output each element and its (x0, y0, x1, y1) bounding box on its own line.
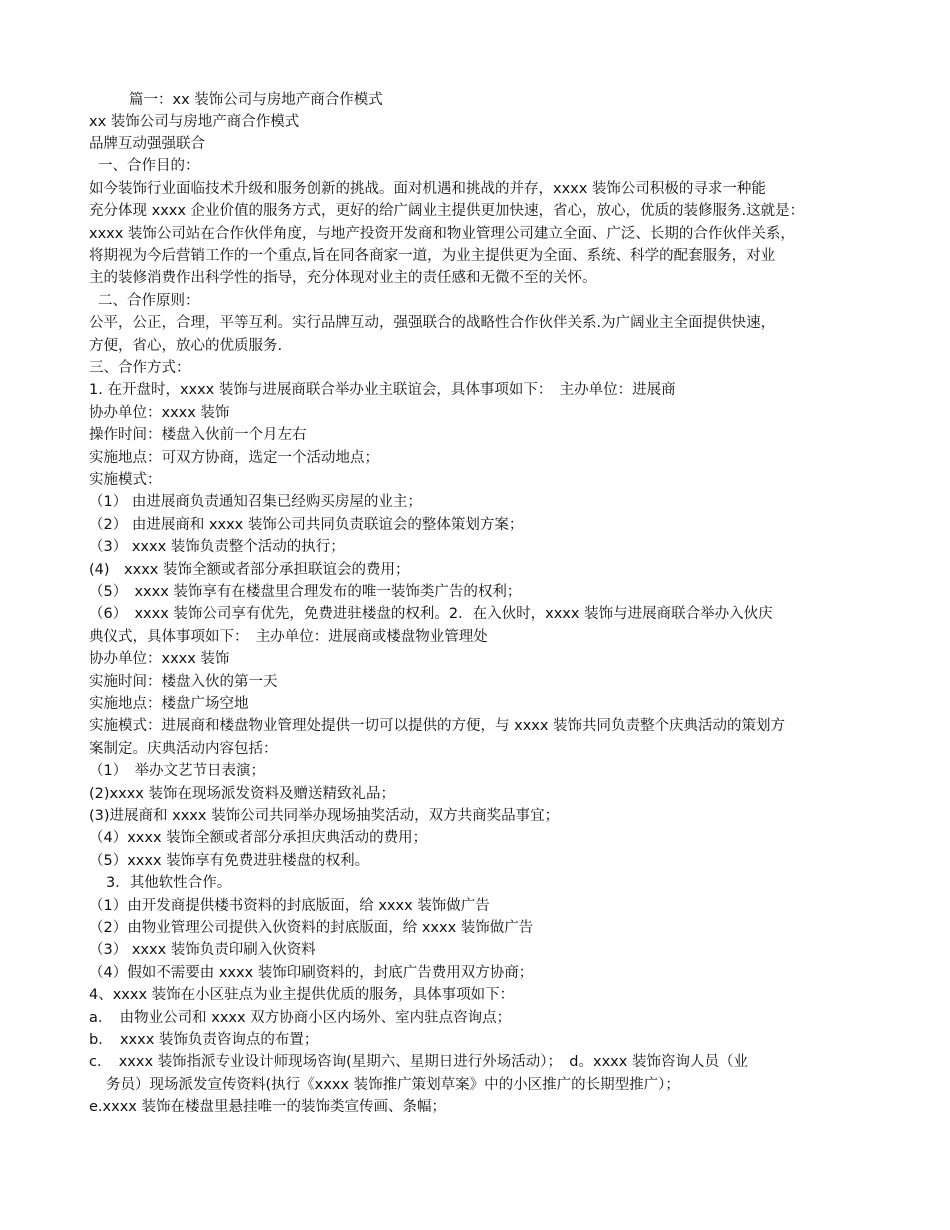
text-line: 公平，公正，合理，平等互利。实行品牌互动，强强联合的战略性合作伙伴关系.为广阔业主全面提供快速， (89, 315, 776, 331)
list-item: (4) xxxx 装饰全额或者部分承担联谊会的费用； (89, 562, 410, 578)
list-item: （2）由物业管理公司提供入伙资料的封底版面，给 xxxx 装饰做广告 (89, 920, 534, 936)
text-line: 务员）现场派发宣传资料(执行《xxxx 装饰推广策划草案》中的小区推广的长期型推广）； (106, 1077, 680, 1093)
document-heading: 篇一：xx 装饰公司与房地产商合作模式 (129, 92, 383, 108)
text-line: 1. 在开盘时，xxxx 装饰与进展商联合举办业主联谊会，具体事项如下： 主办单位：进展商 (89, 382, 676, 398)
list-item: （1） 举办文艺节日表演； (89, 763, 265, 779)
section-heading: 三、合作方式： (89, 360, 191, 376)
list-item: (2)xxxx 装饰在现场派发资料及赠送精致礼品； (89, 786, 395, 802)
text-line: xxxx 装饰公司站在合作伙伴角度，与地产投资开发商和物业管理公司建立全面、广泛、长期的合作伙伴关系， (89, 226, 795, 242)
list-item: （2） 由进展商和 xxxx 装饰公司共同负责联谊会的整体策划方案； (89, 517, 524, 533)
text-line: 操作时间：楼盘入伙前一个月左右 (89, 427, 307, 443)
document-subtitle: 品牌互动强强联合 (89, 136, 205, 152)
text-line: 实施模式：进展商和楼盘物业管理处提供一切可以提供的方便，与 xxxx 装饰共同负责整个庆典活动的策划方 (89, 718, 786, 734)
list-item: （6） xxxx 装饰公司享有优先，免费进驻楼盘的权利。2．在入伙时，xxxx 装饰与进展商联合举办入伙庆 (89, 606, 773, 622)
list-item: a． 由物业公司和 xxxx 双方协商小区内场外、室内驻点咨询点； (89, 1010, 512, 1026)
text-line: 案制定。庆典活动内容包括： (89, 741, 278, 757)
text-line: 实施时间：楼盘入伙的第一天 (89, 674, 278, 690)
list-item: c． xxxx 装饰指派专业设计师现场咨询(星期六、星期日进行外场活动）； d。xxxx 装饰咨询人员（业 (89, 1054, 748, 1070)
list-item: b． xxxx 装饰负责咨询点的布置； (89, 1032, 319, 1048)
document-title: xx 装饰公司与房地产商合作模式 (89, 114, 300, 130)
list-item: （5） xxxx 装饰享有在楼盘里合理发布的唯一装饰类广告的权利； (89, 584, 522, 600)
list-item: （3） xxxx 装饰负责印刷入伙资料 (89, 942, 316, 958)
list-item: (3)进展商和 xxxx 装饰公司共同举办现场抽奖活动，双方共商奖品事宜； (89, 808, 560, 824)
list-item: e.xxxx 装饰在楼盘里悬挂唯一的装饰类宣传画、条幅； (89, 1099, 446, 1115)
text-line: 协办单位：xxxx 装饰 (89, 405, 230, 421)
text-line: 实施地点：楼盘广场空地 (89, 696, 249, 712)
text-line: 4、xxxx 装饰在小区驻点为业主提供优质的服务，具体事项如下： (89, 987, 515, 1003)
text-line: 实施地点：可双方协商，选定一个活动地点； (89, 450, 379, 466)
text-line: 充分体现 xxxx 企业价值的服务方式，更好的给广阔业主提供更加快速，省心，放心，优质的装修服务.这就是： (89, 203, 805, 219)
text-line: 协办单位：xxxx 装饰 (89, 651, 230, 667)
list-item: （4）xxxx 装饰全额或者部分承担庆典活动的费用； (89, 830, 428, 846)
list-item: （4）假如不需要由 xxxx 装饰印刷资料的，封底广告费用双方协商； (89, 965, 534, 981)
list-item: （1） 由进展商负责通知召集已经购买房屋的业主； (89, 494, 422, 510)
text-line: 将期视为今后营销工作的一个重点,旨在同各商家一道，为业主提供更为全面、系统、科学的配套服务，对业 (89, 248, 776, 264)
list-item: （5）xxxx 装饰享有免费进驻楼盘的权利。 (89, 853, 370, 869)
section-heading: 一、合作目的： (98, 158, 200, 174)
text-line: 主的装修消费作出科学性的指导，充分体现对业主的责任感和无微不至的关怀。 (89, 270, 597, 286)
text-line: 实施模式： (89, 472, 162, 488)
list-item: （1）由开发商提供楼书资料的封底版面，给 xxxx 装饰做广告 (89, 898, 490, 914)
list-item: （3） xxxx 装饰负责整个活动的执行； (89, 539, 345, 555)
section-heading: 3．其他软性合作。 (106, 875, 232, 891)
text-line: 如今装饰行业面临技术升级和服务创新的挑战。面对机遇和挑战的并存，xxxx 装饰公司积极的寻求一种能 (89, 181, 766, 197)
text-line: 典仪式，具体事项如下： 主办单位：进展商或楼盘物业管理处 (89, 629, 488, 645)
section-heading: 二、合作原则： (98, 293, 200, 309)
text-line: 方便，省心，放心的优质服务. (89, 338, 283, 354)
